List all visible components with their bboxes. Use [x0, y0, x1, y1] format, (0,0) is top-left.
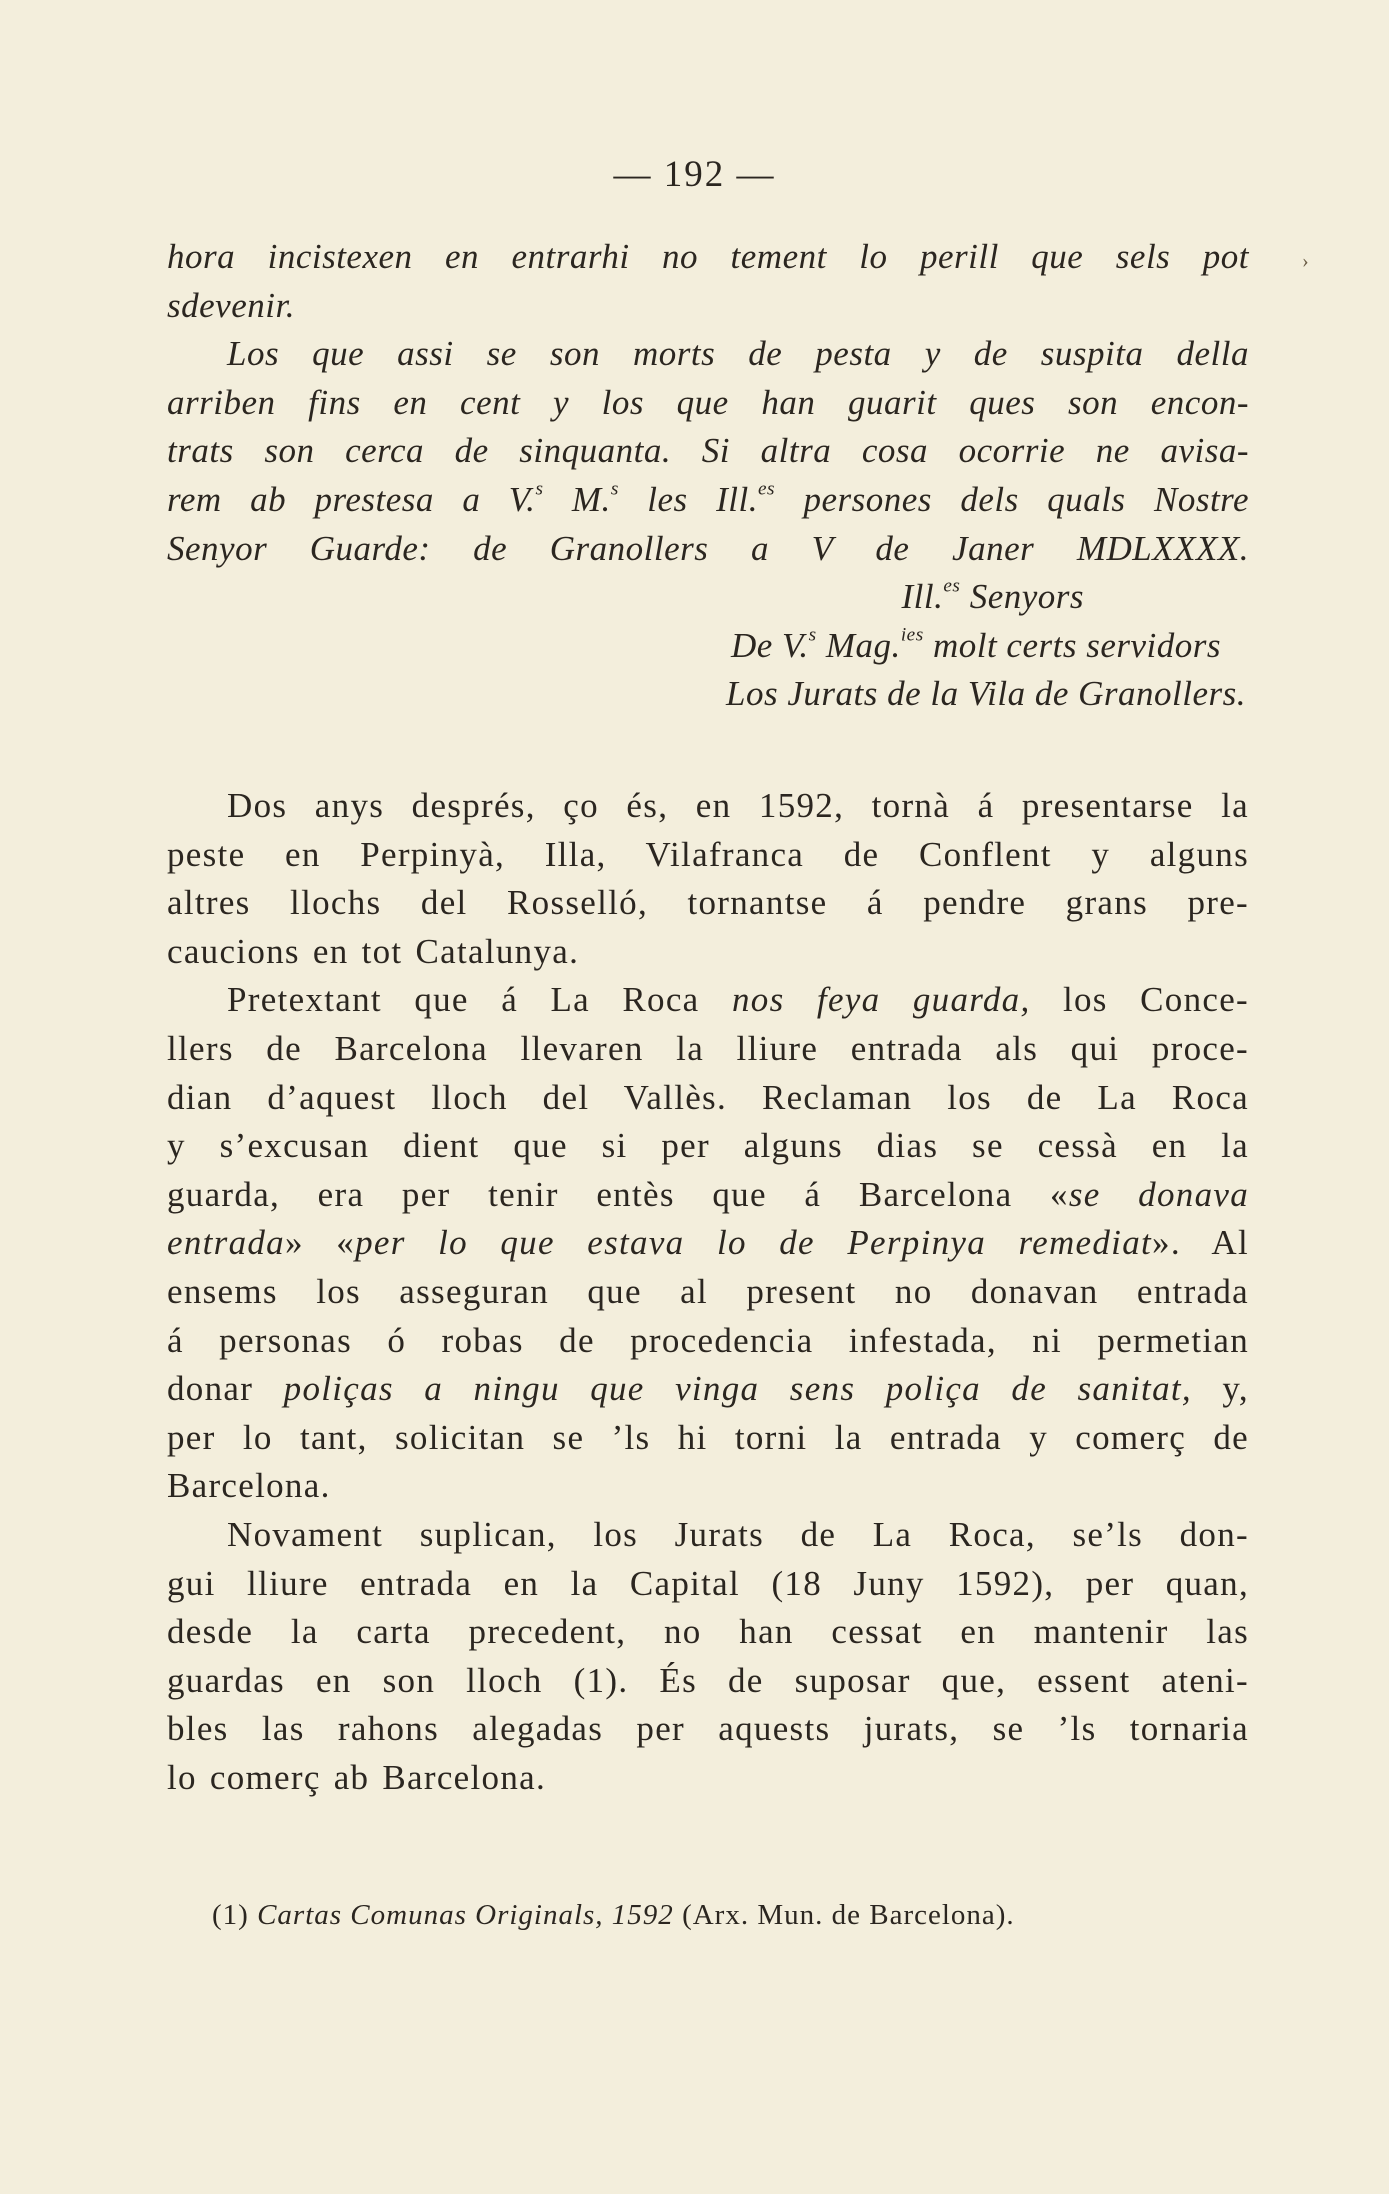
paragraph-line: altres llochs del Rosselló, tornantse á pendre grans pre-	[167, 883, 1249, 923]
letter-line: arriben fins en cent y los que han guarit ques son encon-	[167, 382, 1249, 422]
superscript: s	[808, 624, 817, 646]
paragraph-line: á personas ó robas de procedencia infestada, ni permetian	[167, 1320, 1249, 1360]
italic-span: entrada	[167, 1223, 285, 1263]
paragraph-line: bles las rahons alegadas per aquests jurats, se ’ls tornaria	[167, 1709, 1249, 1749]
superscript: s	[535, 478, 544, 500]
superscript: ies	[900, 624, 924, 646]
paragraph-line: ensems los asseguran que al present no donavan entrada	[167, 1271, 1249, 1311]
letter-line: Los que assi se son morts de pesta y de suspita della	[227, 334, 1249, 374]
paragraph-line	[167, 976, 1249, 1025]
paragraph-line: caucions en tot Catalunya.	[167, 931, 580, 971]
footnote-number: (1)	[212, 1899, 258, 1931]
letter-text: molt certs servidors	[923, 625, 1221, 665]
paragraph-line: lo comerç ab Barcelona.	[167, 1757, 547, 1797]
paragraph-line: desde la carta precedent, no han cessat en mantenir las	[167, 1612, 1249, 1652]
italic-span: se donava	[1068, 1174, 1250, 1214]
text-span: los Conce-	[1030, 980, 1250, 1020]
letter-text: De V.	[730, 625, 809, 665]
letter-text: Ill.	[901, 577, 944, 617]
italic-span: poliças a ningu que vinga sens poliça de sanitat,	[283, 1369, 1192, 1409]
page-number: — 192 —	[613, 154, 776, 195]
paragraph-line: per lo tant, solicitan se ’ls hi torni la entrada y comerç de	[167, 1417, 1249, 1457]
letter-text: persones dels quals Nostre	[775, 479, 1250, 519]
margin-mark: ›	[1302, 250, 1309, 272]
quoted-letter	[167, 233, 1249, 719]
paragraph-line: llers de Barcelona llevaren la lliure entrada als qui proce-	[167, 1028, 1249, 1068]
paragraph-line: guardas en son lloch (1). És de suposar que, essent ateni-	[167, 1660, 1249, 1700]
letter-text: les Ill.	[618, 479, 758, 519]
italic-span: per lo que estava lo de Perpinya remediat	[355, 1223, 1153, 1263]
footnote-source: (Arx. Mun. de Barcelona).	[673, 1899, 1015, 1931]
text-span: guarda, era per tenir entès que á Barcelona «	[167, 1174, 1069, 1214]
text-span: y,	[1191, 1369, 1249, 1409]
letter-line: trats son cerca de sinquanta. Si altra cosa ocorrie ne avisa-	[167, 431, 1249, 471]
letter-line: sdevenir.	[167, 285, 295, 325]
letter-text: Mag.	[816, 625, 901, 665]
paragraph-line: peste en Perpinyà, Illa, Vilafranca de Conflent y alguns	[167, 834, 1249, 874]
text-span: Pretextant que á La Roca	[227, 980, 732, 1020]
letter-line	[167, 476, 1249, 525]
paragraph-line: y s’excusan dient que si per alguns dias se cessà en la	[167, 1126, 1249, 1166]
letter-signature: Los Jurats de la Vila de Granollers.	[726, 674, 1246, 714]
text-span: donar	[167, 1369, 284, 1409]
paragraph-line: Barcelona.	[167, 1466, 331, 1506]
paragraph-line: Novament suplican, los Jurats de La Roca, se’ls don-	[227, 1514, 1249, 1554]
paragraph-line	[167, 1365, 1249, 1414]
superscript: es	[757, 478, 776, 500]
letter-line: Senyor Guarde: de Granollers a V de Janer MDLXXXX.	[167, 528, 1249, 568]
footnote	[212, 1895, 1212, 1935]
paragraph-line: dian d’aquest lloch del Vallès. Reclaman los de La Roca	[167, 1077, 1249, 1117]
paragraph-line: Dos anys després, ço és, en 1592, tornà á presentarse la	[227, 786, 1249, 825]
paragraph-line	[167, 1219, 1249, 1268]
letter-salutation	[167, 573, 1249, 622]
footnote-title: Cartas Comunas Originals, 1592	[257, 1899, 674, 1931]
letter-text: rem ab prestesa a V.	[167, 479, 536, 519]
text-span: » «	[284, 1223, 356, 1263]
superscript: s	[610, 478, 619, 500]
italic-span: nos feya guarda,	[731, 980, 1031, 1020]
paragraph-line	[167, 1171, 1249, 1220]
superscript: es	[943, 575, 961, 597]
letter-line: hora incistexen en entrarhi no tement lo perill que sels pot	[167, 237, 1249, 276]
body-text	[167, 782, 1249, 1802]
text-span: ». Al	[1152, 1223, 1249, 1263]
letter-closing	[167, 622, 1249, 671]
letter-text: Senyors	[960, 577, 1084, 617]
paragraph-line: gui lliure entrada en la Capital (18 Juny 1592), per quan,	[167, 1563, 1249, 1603]
letter-text: M.	[543, 479, 611, 519]
